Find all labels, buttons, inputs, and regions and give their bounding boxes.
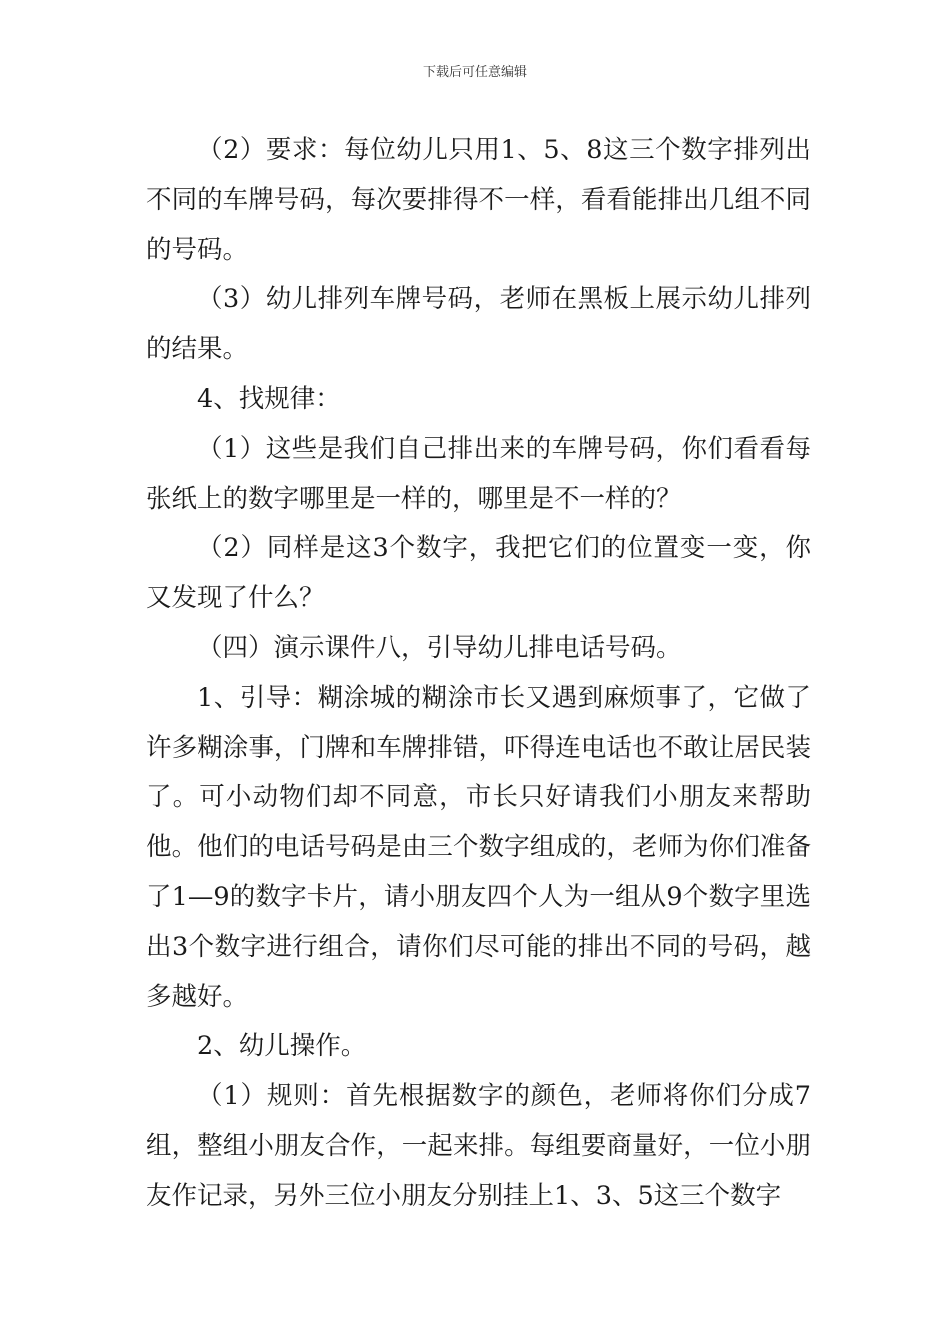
paragraph-compare-digits: （1）这些是我们自己排出来的车牌号码，你们看看每张纸上的数字哪里是一样的，哪里是不一样的？ [146, 433, 811, 514]
paragraph-rules: （1）规则：首先根据数字的颜色，老师将你们分成7组，整组小朋友合作，一起来排。每组要商量好，一位小朋友作记录，另外三位小朋友分别挂上1、3、5这三个数字 [146, 1081, 811, 1211]
paragraph-section-four: （四）演示课件八，引导幼儿排电话号码。 [197, 632, 682, 663]
page-header: 下载后可任意编辑 [422, 65, 527, 80]
paragraph-find-pattern: 4、找规律： [197, 383, 341, 414]
paragraph-change-positions: （2）同样是这3个数字，我把它们的位置变一变，你又发现了什么？ [146, 533, 811, 614]
paragraph-arrange-plates: （3）幼儿排列车牌号码，老师在黑板上展示幼儿排列的结果。 [146, 284, 811, 365]
paragraph-guide-story: 1、引导：糊涂城的糊涂市长又遇到麻烦事了，它做了许多糊涂事，门牌和车牌排错，吓得连电话也不敢让居民装了。可小动物们却不同意，市长只好请我们小朋友来帮助他。他们的电话号码是由三个数字组成的，老师为你们准备了1—9的数字卡片，请小朋友四个人为一组从9个数字里选出3个数字进行组合，请你们尽可能的排出不同的号码，越多越好。 [146, 682, 811, 1012]
paragraph-child-operation: 2、幼儿操作。 [197, 1031, 367, 1062]
document-body [146, 126, 811, 1222]
paragraph-requirement: （2）要求：每位幼儿只用1、5、8这三个数字排列出不同的车牌号码，每次要排得不一样，看看能排出几组不同的号码。 [146, 135, 811, 265]
